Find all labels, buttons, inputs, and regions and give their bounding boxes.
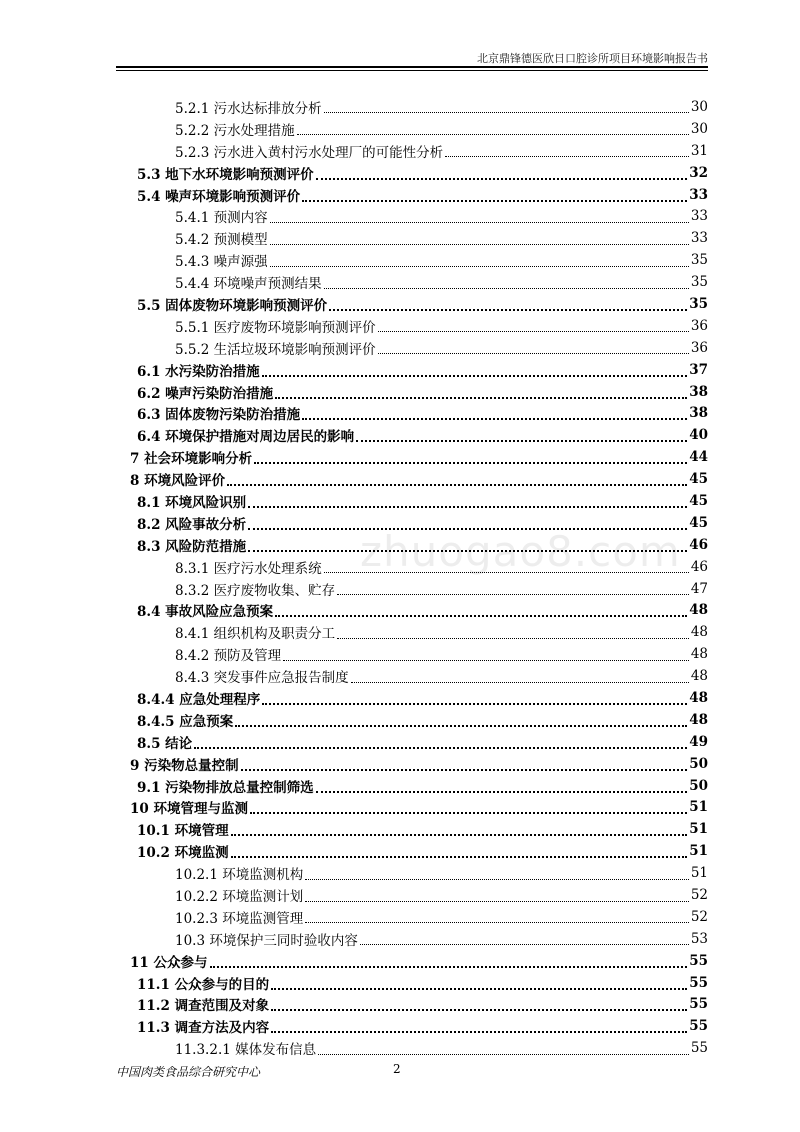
toc-dot-leader xyxy=(337,594,689,595)
toc-dot-leader xyxy=(270,244,689,245)
header-rule xyxy=(116,66,708,68)
toc-dot-leader xyxy=(275,397,687,399)
toc-entry-label: 6.4 环境保护措施对周边居民的影响 xyxy=(137,429,355,446)
toc-entry[interactable] xyxy=(0,972,800,994)
toc-entry-label: 6.1 水污染防治措施 xyxy=(137,363,260,380)
toc-entry[interactable] xyxy=(0,818,800,840)
toc-dot-leader xyxy=(302,418,687,420)
toc-entry-label: 10.2.1 环境监测机构 xyxy=(175,867,304,884)
toc-entry-page: 35 xyxy=(689,295,708,312)
toc-entry-label: 5.3 地下水环境影响预测评价 xyxy=(137,166,314,183)
toc-entry[interactable] xyxy=(0,1015,800,1037)
toc-entry-label: 5.4 噪声环境影响预测评价 xyxy=(137,188,301,205)
toc-entry-label: 8.4.4 应急处理程序 xyxy=(137,691,261,708)
toc-entry[interactable] xyxy=(0,994,800,1016)
toc-dot-leader xyxy=(316,791,688,793)
toc-entry-page: 30 xyxy=(690,98,708,115)
toc-entry-label: 5.2.1 污水达标排放分析 xyxy=(175,100,322,117)
toc-dot-leader xyxy=(270,266,689,267)
toc-entry-page: 52 xyxy=(690,908,708,925)
toc-entry-label: 11 公众参与 xyxy=(130,954,208,971)
toc-entry-page: 38 xyxy=(689,405,708,422)
header-rule-thin xyxy=(116,70,708,71)
toc-entry-label: 8.4.1 组织机构及职责分工 xyxy=(175,626,336,643)
toc-dot-leader xyxy=(360,944,689,945)
toc-entry-page: 33 xyxy=(690,230,708,247)
toc-dot-leader xyxy=(378,353,689,354)
toc-dot-leader xyxy=(351,682,689,683)
toc-dot-leader xyxy=(378,331,689,332)
toc-dot-leader xyxy=(324,112,689,113)
toc-dot-leader xyxy=(337,638,689,639)
toc-dot-leader xyxy=(318,1054,689,1055)
toc-entry-page: 36 xyxy=(690,317,708,334)
toc-entry-label: 8.2 风险事故分析 xyxy=(137,516,247,533)
toc-entry[interactable] xyxy=(0,468,800,490)
toc-entry-page: 31 xyxy=(690,142,708,159)
toc-dot-leader xyxy=(210,966,688,968)
toc-dot-leader xyxy=(248,550,687,552)
toc-entry-page: 47 xyxy=(690,580,708,597)
toc-entry-page: 55 xyxy=(689,974,708,991)
toc-entry-page: 45 xyxy=(689,492,708,509)
toc-entry-page: 49 xyxy=(689,733,708,750)
toc-dot-leader xyxy=(235,725,687,727)
toc-dot-leader xyxy=(305,879,689,880)
toc-entry-label: 9.1 污染物排放总量控制筛选 xyxy=(137,779,314,796)
toc-dot-leader xyxy=(194,747,687,749)
toc-entry-page: 52 xyxy=(690,887,708,903)
toc-dot-leader xyxy=(271,988,687,990)
toc-entry-label: 7 社会环境影响分析 xyxy=(130,451,253,468)
toc-entry[interactable] xyxy=(0,205,800,227)
toc-entry[interactable] xyxy=(0,162,800,184)
toc-entry-page: 51 xyxy=(690,865,708,882)
toc-entry[interactable] xyxy=(0,1037,800,1059)
toc-entry-label: 10.3 环境保护三同时验收内容 xyxy=(175,932,358,949)
toc-entry-label: 10 环境管理与监测 xyxy=(130,801,248,818)
toc-entry-label: 5.5.1 医疗废物环境影响预测评价 xyxy=(175,319,376,336)
toc-entry-label: 10.2.2 环境监测计划 xyxy=(175,889,304,905)
toc-dot-leader xyxy=(324,288,689,289)
toc-dot-leader xyxy=(231,856,688,858)
toc-dot-leader xyxy=(241,769,688,771)
toc-entry-page: 48 xyxy=(689,689,708,706)
toc-entry-page: 48 xyxy=(690,624,708,641)
toc-entry-page: 51 xyxy=(689,821,708,838)
toc-entry-page: 40 xyxy=(689,427,708,444)
toc-entry-page: 35 xyxy=(690,274,708,291)
toc-dot-leader xyxy=(297,134,689,135)
toc-entry[interactable] xyxy=(0,709,800,731)
toc-entry-page: 48 xyxy=(690,646,708,663)
toc-entry[interactable] xyxy=(0,359,800,381)
toc-entry-page: 45 xyxy=(689,514,708,531)
toc-entry-label: 5.4.1 预测内容 xyxy=(175,210,268,227)
toc-entry[interactable] xyxy=(0,381,800,403)
toc-entry-label: 8.4.2 预防及管理 xyxy=(175,648,282,665)
toc-entry[interactable] xyxy=(0,884,800,906)
toc-dot-leader xyxy=(231,834,688,836)
toc-entry[interactable] xyxy=(0,599,800,621)
toc-entry[interactable] xyxy=(0,96,800,118)
toc-entry[interactable] xyxy=(0,950,800,972)
toc-entry-page: 45 xyxy=(689,471,708,488)
toc-entry-label: 11.3 调查方法及内容 xyxy=(137,1020,270,1037)
toc-entry[interactable] xyxy=(0,643,800,665)
toc-entry[interactable] xyxy=(0,227,800,249)
toc-entry[interactable] xyxy=(0,446,800,468)
footer-page-number: 2 xyxy=(393,1062,401,1076)
toc-entry[interactable] xyxy=(0,840,800,862)
toc-entry[interactable] xyxy=(0,862,800,884)
toc-dot-leader xyxy=(262,703,687,705)
toc-entry-page: 48 xyxy=(689,711,708,728)
toc-entry[interactable] xyxy=(0,140,800,162)
toc-entry[interactable] xyxy=(0,906,800,928)
toc-entry-page: 33 xyxy=(690,208,708,225)
toc-entry-label: 8.4.5 应急预案 xyxy=(137,713,234,730)
toc-entry-label: 10.2 环境监测 xyxy=(137,845,229,862)
toc-entry[interactable] xyxy=(0,424,800,446)
toc-entry[interactable] xyxy=(0,775,800,797)
toc-dot-leader xyxy=(248,528,687,530)
toc-entry-label: 6.2 噪声污染防治措施 xyxy=(137,385,274,402)
toc-entry-label: 8.4 事故风险应急预案 xyxy=(137,604,274,621)
toc-entry-page: 46 xyxy=(689,536,708,553)
toc-dot-leader xyxy=(248,506,687,508)
toc-entry-label: 8.5 结论 xyxy=(137,735,193,752)
toc-entry-label: 8.1 环境风险识别 xyxy=(137,494,247,511)
toc-entry-page: 33 xyxy=(689,186,708,203)
toc-entry-page: 55 xyxy=(690,1040,708,1057)
footer-organization: 中国肉类食品综合研究中心 xyxy=(116,1065,261,1079)
toc-entry-page: 53 xyxy=(690,930,708,947)
toc-entry[interactable] xyxy=(0,293,800,315)
toc-entry[interactable] xyxy=(0,665,800,687)
toc-entry-label: 11.2 调查范围及对象 xyxy=(137,998,270,1015)
toc-entry-page: 37 xyxy=(689,361,708,378)
toc-entry[interactable] xyxy=(0,797,800,819)
toc-dot-leader xyxy=(227,484,687,486)
toc-dot-leader xyxy=(250,812,687,814)
table-of-contents xyxy=(0,96,800,1059)
toc-entry-label: 9 污染物总量控制 xyxy=(130,757,239,774)
toc-entry-page: 48 xyxy=(690,668,708,685)
toc-entry-page: 30 xyxy=(690,120,708,137)
toc-entry-label: 5.5 固体废物环境影响预测评价 xyxy=(137,297,328,314)
toc-entry[interactable] xyxy=(0,249,800,271)
toc-dot-leader xyxy=(271,1031,687,1033)
toc-entry[interactable] xyxy=(0,753,800,775)
toc-entry[interactable] xyxy=(0,928,800,950)
toc-dot-leader xyxy=(254,462,687,464)
toc-entry-page: 32 xyxy=(689,164,708,181)
toc-entry-page: 50 xyxy=(689,755,708,772)
toc-entry-page: 36 xyxy=(690,339,708,356)
toc-entry-page: 55 xyxy=(689,952,708,969)
toc-dot-leader xyxy=(283,660,689,661)
toc-entry[interactable] xyxy=(0,534,800,556)
toc-entry-page: 38 xyxy=(689,383,708,400)
toc-entry-label: 11.3.2.1 媒体发布信息 xyxy=(175,1042,317,1059)
toc-entry[interactable] xyxy=(0,687,800,709)
toc-entry[interactable] xyxy=(0,731,800,753)
toc-entry-label: 10.1 环境管理 xyxy=(137,823,229,840)
toc-entry[interactable] xyxy=(0,315,800,337)
toc-entry[interactable] xyxy=(0,184,800,206)
toc-dot-leader xyxy=(305,901,689,902)
toc-entry-page: 48 xyxy=(689,602,708,619)
toc-dot-leader xyxy=(275,615,687,617)
header-title: 北京鼎锋德医欣日口腔诊所项目环境影响报告书 xyxy=(477,52,708,65)
toc-entry-page: 51 xyxy=(689,843,708,860)
toc-entry-label: 5.4.4 环境噪声预测结果 xyxy=(175,276,322,293)
toc-entry-label: 11.1 公众参与的目的 xyxy=(137,976,270,993)
toc-dot-leader xyxy=(356,440,687,442)
toc-entry-label: 8.3 风险防范措施 xyxy=(137,538,247,555)
toc-entry[interactable] xyxy=(0,271,800,293)
toc-dot-leader xyxy=(324,572,689,573)
toc-entry-page: 44 xyxy=(689,449,708,466)
toc-entry-label: 5.4.3 噪声源强 xyxy=(175,254,268,271)
toc-entry-label: 5.2.2 污水处理措施 xyxy=(175,122,295,139)
toc-entry-page: 35 xyxy=(690,252,708,269)
toc-dot-leader xyxy=(270,222,689,223)
toc-entry-label: 8.3.1 医疗污水处理系统 xyxy=(175,560,322,577)
toc-entry[interactable] xyxy=(0,490,800,512)
toc-entry-page: 50 xyxy=(689,777,708,794)
toc-entry-label: 10.2.3 环境监测管理 xyxy=(175,910,304,927)
toc-entry-label: 5.4.2 预测模型 xyxy=(175,232,268,249)
toc-entry[interactable] xyxy=(0,337,800,359)
toc-entry[interactable] xyxy=(0,512,800,534)
toc-dot-leader xyxy=(302,200,687,202)
toc-entry-page: 51 xyxy=(689,799,708,816)
toc-entry-label: 6.3 固体废物污染防治措施 xyxy=(137,407,301,424)
toc-entry-label: 8.3.2 医疗废物收集、贮存 xyxy=(175,582,336,599)
toc-dot-leader xyxy=(329,309,687,311)
toc-entry[interactable] xyxy=(0,556,800,578)
toc-dot-leader xyxy=(445,156,689,157)
watermark: zhuogao8.com xyxy=(360,527,681,576)
toc-entry[interactable] xyxy=(0,402,800,424)
toc-entry[interactable] xyxy=(0,118,800,140)
toc-entry[interactable] xyxy=(0,578,800,600)
toc-entry-label: 8.4.3 突发事件应急报告制度 xyxy=(175,670,349,687)
toc-entry-label: 5.2.3 污水进入黄村污水处理厂的可能性分析 xyxy=(175,144,444,161)
toc-dot-leader xyxy=(305,922,689,923)
toc-entry-page: 55 xyxy=(689,1018,708,1035)
toc-entry-page: 55 xyxy=(689,996,708,1013)
toc-entry-label: 8 环境风险评价 xyxy=(130,473,226,490)
toc-dot-leader xyxy=(262,375,688,377)
toc-dot-leader xyxy=(271,1009,687,1011)
toc-dot-leader xyxy=(316,178,688,180)
toc-entry[interactable] xyxy=(0,621,800,643)
toc-entry-label: 5.5.2 生活垃圾环境影响预测评价 xyxy=(175,341,376,358)
toc-entry-page: 46 xyxy=(690,558,708,575)
